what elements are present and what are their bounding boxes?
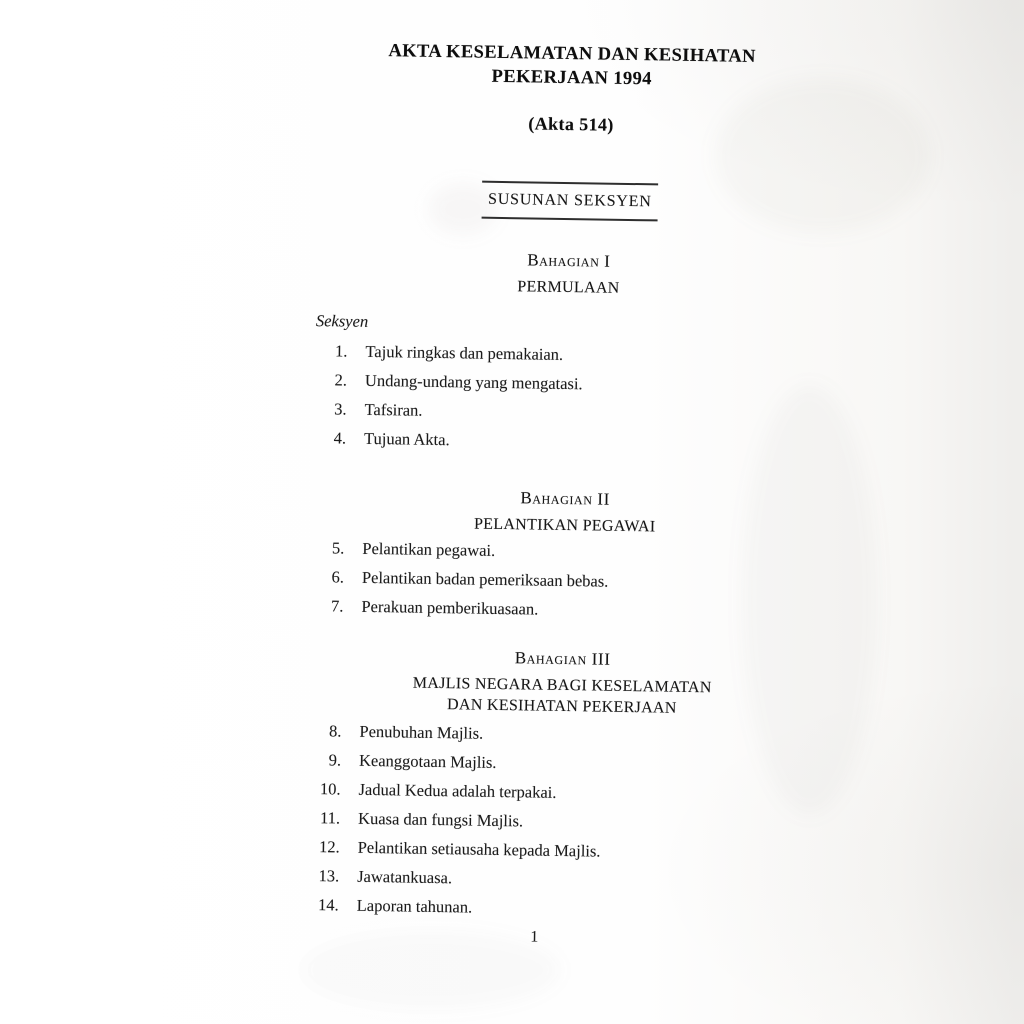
item-text: Undang-undang yang mengatasi.: [364, 370, 583, 394]
part-2-heading: Bahagian II: [520, 488, 611, 509]
toc-item: [310, 538, 824, 566]
part-2-subtitle: PELANTIKAN PEGAWAI: [473, 515, 656, 536]
toc-item: [307, 750, 821, 778]
item-number: 7.: [330, 596, 344, 616]
page-title-line2: PEKERJAAN 1994: [491, 66, 653, 90]
part-3-subtitle-line1: MAJLIS NEGARA BAGI KESELAMATAN: [412, 674, 712, 697]
part-2-items: [309, 538, 824, 624]
item-text: Jawatankuasa.: [357, 866, 453, 888]
item-number: 9.: [328, 750, 342, 770]
act-number: (Akta 514): [528, 113, 614, 135]
toc-item: [312, 399, 826, 427]
part-3-subtitle: [302, 671, 823, 721]
toc-item: [313, 341, 827, 369]
item-number: 14.: [317, 895, 339, 915]
part-1: [306, 246, 829, 456]
item-number: 5.: [331, 538, 345, 558]
item-number: 1.: [334, 341, 348, 361]
item-number: 3.: [334, 399, 347, 419]
toc-heading: SUSUNAN SEKSYEN: [482, 181, 658, 222]
document-content: [298, 0, 833, 952]
toc-item: [310, 567, 824, 595]
toc-item: [305, 866, 819, 894]
part-1-heading: Bahagian I: [527, 250, 611, 271]
item-number: 10.: [319, 779, 341, 799]
toc-item: [312, 428, 826, 456]
item-number: 8.: [328, 721, 342, 741]
item-text: Tafsiran.: [364, 399, 423, 420]
part-1-subtitle: PERMULAAN: [517, 278, 620, 297]
part-3: [299, 644, 823, 923]
part-1-items: [312, 341, 828, 456]
toc-item: [306, 837, 820, 865]
item-number: 2.: [334, 370, 348, 390]
toc-item: [305, 895, 819, 923]
item-text: Tajuk ringkas dan pemakaian.: [365, 341, 564, 364]
seksyen-label: Seksyen: [315, 311, 369, 331]
item-text: Kuasa dan fungsi Majlis.: [357, 808, 524, 831]
item-text: Pelantikan setiausaha kepada Majlis.: [357, 837, 601, 861]
item-text: Pelantikan badan pemeriksaan bebas.: [361, 567, 609, 591]
item-text: Penubuhan Majlis.: [359, 721, 484, 743]
toc-heading-wrap: [310, 178, 831, 224]
toc-item: [309, 596, 823, 624]
page-title-line1: AKTA KESELAMATAN DAN KESIHATAN: [388, 41, 757, 67]
part-3-subtitle-line2: DAN KESIHATAN PEKERJAAN: [446, 696, 677, 717]
toc-item: [313, 370, 827, 398]
page-title: [312, 0, 833, 94]
item-text: Perakuan pemberikuasaan.: [361, 596, 539, 619]
page-number: 1: [530, 928, 539, 946]
item-text: Keanggotaan Majlis.: [358, 750, 497, 772]
item-text: Pelantikan pegawai.: [362, 538, 496, 560]
part-3-heading: Bahagian III: [514, 648, 611, 669]
part-2: [303, 484, 825, 624]
item-number: 13.: [318, 866, 340, 886]
item-number: 12.: [318, 837, 340, 857]
item-text: Jadual Kedua adalah terpakai.: [358, 779, 557, 802]
toc-item: [306, 779, 820, 807]
toc-item: [306, 808, 820, 836]
item-number: 11.: [319, 808, 341, 828]
item-text: Laporan tahunan.: [356, 895, 473, 917]
item-number: 6.: [331, 567, 345, 587]
item-number: 4.: [333, 428, 347, 448]
item-text: Tujuan Akta.: [363, 428, 450, 450]
toc-item: [307, 721, 821, 749]
part-3-items: [305, 721, 822, 923]
